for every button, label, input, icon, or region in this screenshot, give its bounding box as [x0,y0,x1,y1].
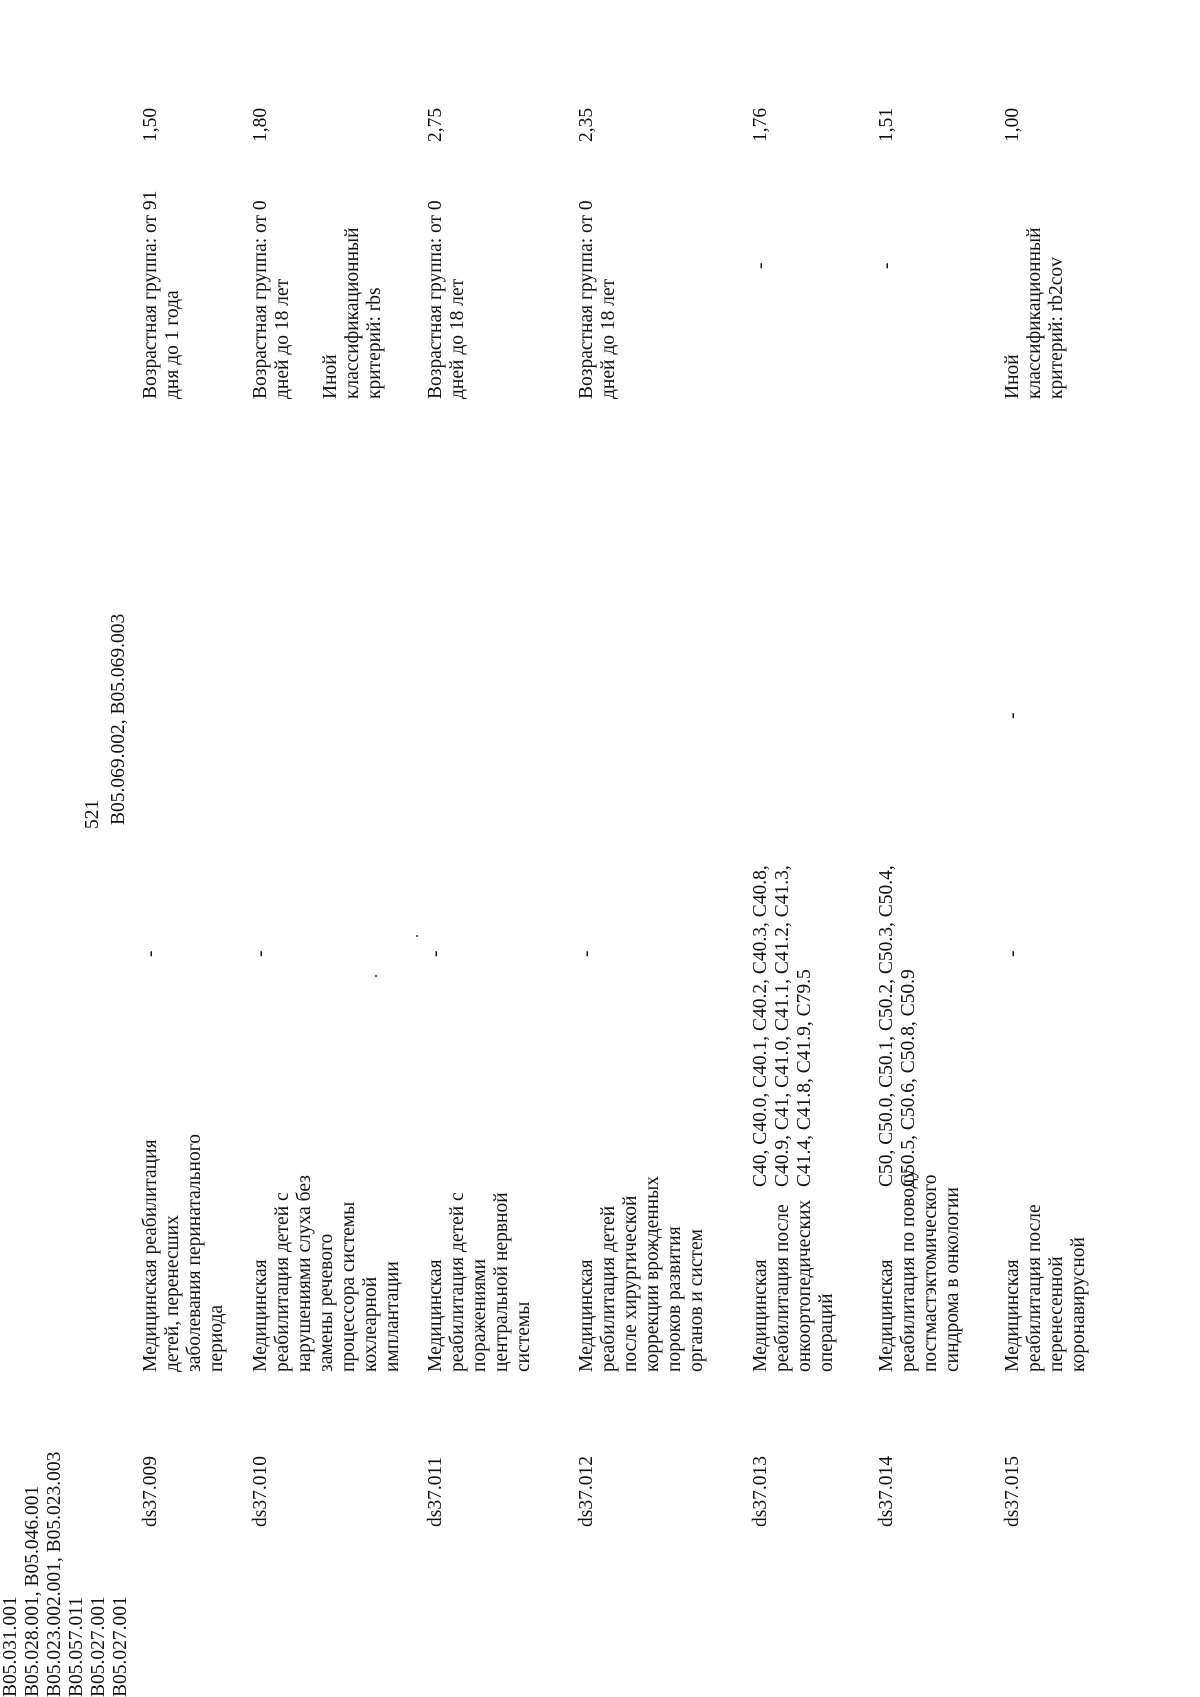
row-code: ds37.012 [576,1456,597,1527]
row-name: Медицинская реабилитация детей, перенесших заболевания перинатального периода [140,1134,227,1372]
scan-speck [375,975,377,977]
row-name: Медицинская реабилитация детей с поражениями центральной нервной системы [425,1192,534,1372]
row-name: Медицинская реабилитация после перенесенной коронавирусной [1002,1204,1089,1372]
row-name: Медицинская реабилитация детей после хирургической коррекции врожденных пороков развития органов и систем [576,1175,707,1372]
criterion: Иной классификационный критерий: rbs [320,227,385,399]
row-services: B05.028.001, B05.046.001 [22,1485,43,1697]
row-criteria [876,199,898,399]
row-coefficient: 1,00 [1002,107,1023,142]
row-diagnoses: - [140,950,161,957]
criterion: Возрастная группа: от 0 дней до 18 лет [425,200,468,399]
row-code: ds37.010 [250,1456,271,1527]
criterion: Возрастная группа: от 91 дня до 1 года [140,190,183,399]
row-diagnoses: C50, C50.0, C50.1, C50.2, C50.3, C50.4, C50.5, C50.6, C50.8, C50.9 [876,865,919,1187]
row-code: ds37.009 [140,1456,161,1527]
row-diagnoses: C40, C40.0, C40.1, C40.2, C40.3, C40.8, C40.9, C41, C41.0, C41.1, C41.2, C41.3, C41.4, C41.8, C41.9, C79.5 [750,865,815,1187]
row-criteria [1002,199,1068,399]
row-criteria [576,199,620,399]
page-number: 521 [82,799,103,829]
scan-speck [416,935,418,937]
continuation-services: B05.069.002, B05.069.003 [108,613,129,825]
row-criteria [425,199,469,399]
criterion: - [876,262,897,269]
row-diagnoses: - [250,950,271,957]
row-name: Медицинская реабилитация детей с нарушениями слуха без замены речевого процессора системы кохлеарной имплантации [250,1175,403,1372]
row-services: B05.027.001 [110,1596,131,1697]
row-name: Медицинская реабилитация после онкоортопедических операций [750,1199,837,1372]
row-services: - [1002,712,1023,719]
row-diagnoses: - [425,950,446,957]
criterion: Иной классификационный критерий: rb2cov [1002,227,1067,399]
row-criteria [140,189,184,399]
row-services: B05.027.001 [88,1596,109,1697]
row-services: B05.023.002.001, B05.023.003 [44,1451,65,1697]
criterion: Возрастная группа: от 0 дней до 18 лет [250,200,293,399]
row-code: ds37.013 [750,1456,771,1527]
row-services: B05.031.001 [0,1596,21,1697]
row-coefficient: 2,75 [425,107,446,142]
row-name: Медицинская реабилитация по поводу постмастэктомического синдрома в онкологии [876,1168,963,1372]
row-code: ds37.014 [876,1456,897,1527]
row-coefficient: 2,35 [576,107,597,142]
row-code: ds37.011 [425,1456,446,1527]
row-coefficient: 1,80 [250,107,271,142]
row-coefficient: 1,76 [750,107,771,142]
criterion: Возрастная группа: от 0 дней до 18 лет [576,200,619,399]
row-criteria [250,199,386,399]
row-diagnoses: - [1002,950,1023,957]
criterion: - [750,262,771,269]
row-coefficient: 1,50 [140,107,161,142]
row-code: ds37.015 [1002,1456,1023,1527]
row-diagnoses: - [576,950,597,957]
row-services: B05.057.011 [66,1596,87,1697]
row-criteria [750,199,772,399]
row-coefficient: 1,51 [876,107,897,142]
